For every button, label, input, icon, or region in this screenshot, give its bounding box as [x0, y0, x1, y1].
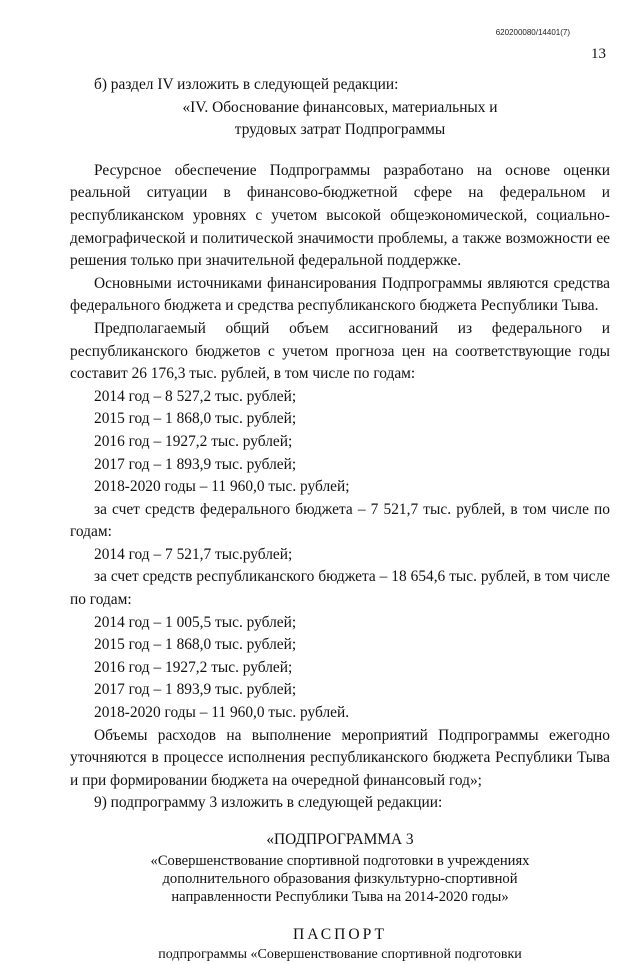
list-item: 2018-2020 годы – 11 960,0 тыс. рублей; [94, 478, 350, 496]
paragraph-total-volume: Предполагаемый общий объем ассигнований из федерального и республиканского бюджетов с учетом прогноза цен на соответствующие годы составит 26 176,3 тыс. рублей, в том числе по годам: [70, 319, 610, 383]
page-number: 13 [591, 46, 606, 62]
list-item: 2016 год – 1927,2 тыс. рублей; [94, 658, 293, 676]
years-federal-list [70, 544, 610, 567]
spacer [70, 815, 610, 829]
paragraph-resources: Ресурсное обеспечение Подпрограммы разработано на основе оценки реальной ситуации в финансово-бюджетной сфере на федеральном и республиканском уровнях с учетом высокой общеэкономической, социально-демографической и политической значимости проблемы, а также возможности ее решения только при значительной федеральной поддержке. [70, 161, 610, 270]
list-item: 2017 год – 1 893,9 тыс. рублей; [94, 455, 297, 473]
list-item: 2014 год – 1 005,5 тыс. рублей; [94, 613, 297, 631]
years-total-list [70, 386, 610, 499]
document-code: 620200080/14401(7) [495, 28, 570, 37]
section-title-line2: трудовых затрат Подпрограммы [234, 121, 446, 139]
passport-subtitle: подпрограммы «Совершенствование спортивной подготовки [158, 947, 522, 963]
paragraph-sources: Основными источниками финансирования Подпрограммы являются средства федерального бюджета и средства республиканского бюджета Республики Тыва. [70, 274, 610, 315]
item-9: 9) подпрограмму 3 изложить в следующей редакции: [94, 794, 443, 812]
paragraph-federal: за счет средств федерального бюджета – 7 521,7 тыс. рублей, в том числе по годам: [70, 500, 610, 541]
passport-title: ПАСПОРТ [292, 925, 388, 943]
list-item: 2014 год – 8 527,2 тыс. рублей; [94, 387, 297, 405]
section-title-line1: «IV. Обоснование финансовых, материальных и [182, 98, 498, 116]
item-b: б) раздел IV изложить в следующей редакции: [94, 76, 399, 93]
spacer [70, 142, 610, 160]
paragraph-expenses: Объемы расходов на выполнение мероприятий Подпрограммы ежегодно уточняются в процессе исполнения республиканского бюджета Республики Тыва и при формировании бюджета на очередной финансовый год»; [70, 726, 610, 789]
list-item: 2016 год – 1927,2 тыс. рублей; [94, 432, 293, 450]
list-item: 2014 год – 7 521,7 тыс.рублей; [94, 545, 293, 563]
list-item: 2017 год – 1 893,9 тыс. рублей; [94, 681, 297, 699]
subprogram-name-line3: направленности Республики Тыва на 2014-2020 годы» [171, 888, 509, 905]
subprogram-name-line1: «Совершенствование спортивной подготовки в учреждениях [150, 852, 530, 869]
subprogram-title: «ПОДПРОГРАММА 3 [266, 831, 414, 848]
list-item: 2018-2020 годы – 11 960,0 тыс. рублей. [94, 704, 350, 722]
years-republic-list [70, 612, 610, 725]
document-body [70, 66, 610, 964]
subprogram-name-line2: дополнительного образования физкультурно-спортивной [162, 870, 518, 887]
list-item: 2015 год – 1 868,0 тыс. рублей; [94, 636, 297, 654]
list-item: 2015 год – 1 868,0 тыс. рублей; [94, 410, 297, 428]
paragraph-republic: за счет средств республиканского бюджета – 18 654,6 тыс. рублей, в том числе по годам: [70, 568, 610, 609]
